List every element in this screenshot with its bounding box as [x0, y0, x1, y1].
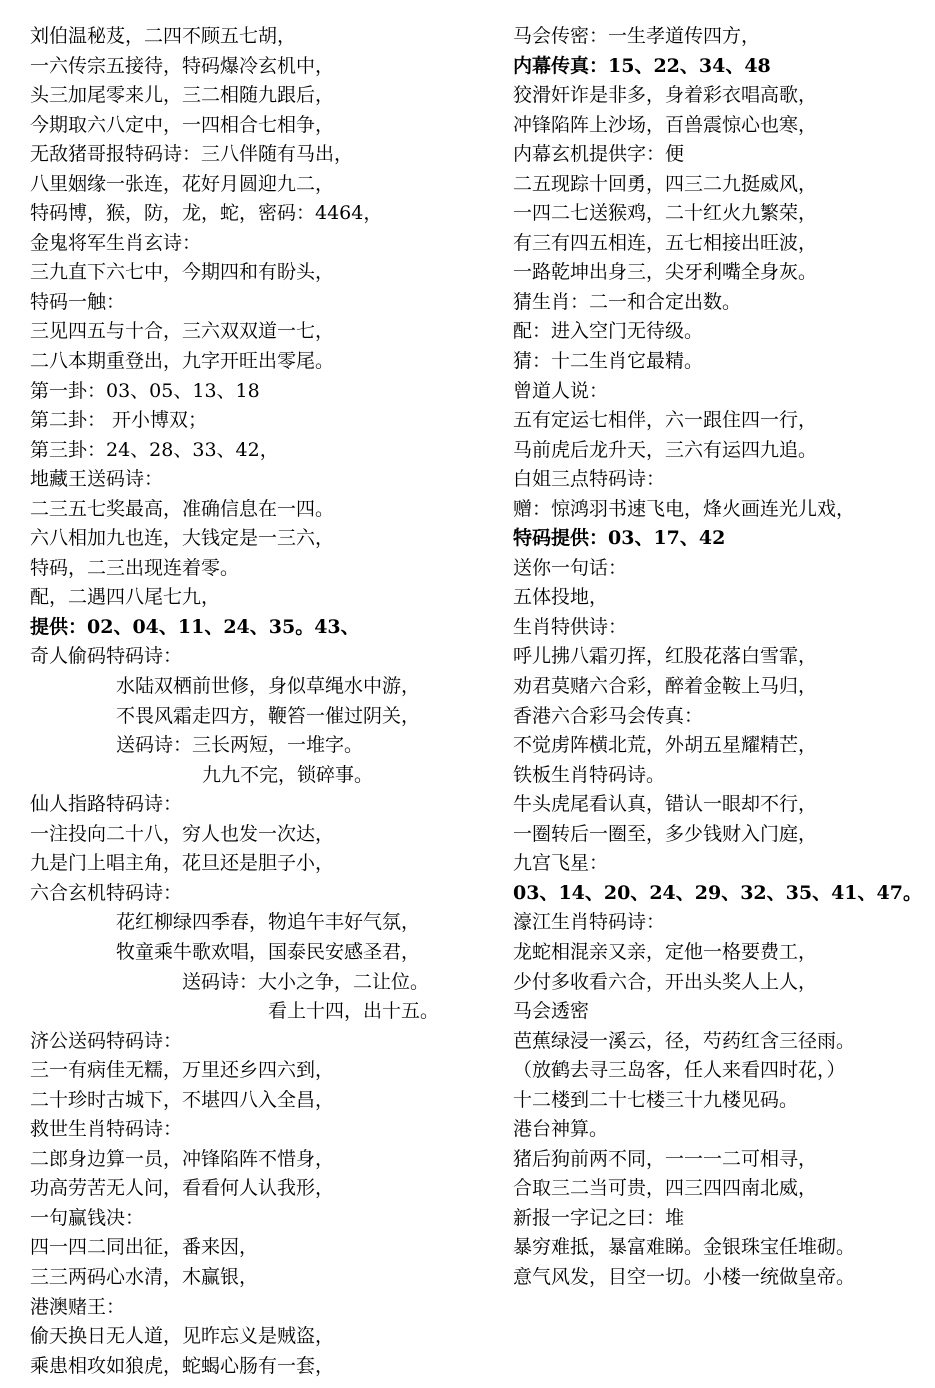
text-line: 偷天换日无人道，见昨忘义是贼盗，: [30, 1325, 335, 1348]
text-line: 暴穷难抵，暴富难睇。金银珠宝任堆砌。: [513, 1236, 856, 1259]
text-line: 第一卦：03、05、13、18: [30, 379, 260, 402]
text-line: 水陆双栖前世修，身似草绳水中游，: [116, 675, 421, 698]
section-heading: 港台神算。: [513, 1118, 609, 1141]
text-line: 马会传密：一生孝道传四方，: [513, 25, 761, 47]
section-heading: 港澳赌王：: [30, 1295, 126, 1318]
text-line: 配，二遇四八尾七九，: [30, 586, 221, 609]
section-heading: 一句赢钱决：: [30, 1206, 145, 1229]
numbers-line: 提供：02、04、11、24、35。43、: [30, 615, 360, 638]
text-line: 二八本期重登出，九字开旺出零尾。: [30, 350, 335, 373]
section-heading: 白姐三点特码诗：: [513, 468, 666, 491]
text-line: 一圈转后一圈至，多少钱财入门庭，: [513, 822, 818, 845]
section-heading: 仙人指路特码诗：: [30, 793, 183, 816]
text-line: 四一四二同出征，番来因，: [30, 1236, 259, 1259]
text-line: 一注投向二十八，穷人也发一次达，: [30, 822, 335, 845]
text-line: 刘伯温秘芨，二四不顾五七胡，: [30, 25, 297, 47]
text-line: 劝君莫赌六合彩，醉着金鞍上马归，: [513, 675, 818, 698]
text-line: 三九直下六七中，今期四和有盼头，: [30, 261, 335, 284]
text-line: 三见四五与十合，三六双双道一七，: [30, 320, 335, 343]
text-line: 三三两码心水清，木赢银，: [30, 1265, 259, 1288]
section-heading: 铁板生肖特码诗。: [513, 763, 666, 786]
text-line: 不畏风霜走四方，鞭笞一催过阴关，: [116, 704, 421, 727]
text-line: 二郎身边算一员，冲锋陷阵不惜身，: [30, 1147, 335, 1170]
text-line: 有三有四五相连，五七相接出旺波，: [513, 231, 818, 254]
section-heading: 九宫飞星：: [513, 852, 609, 875]
right-column: [513, 22, 933, 1293]
text-line: 二三五七奖最高，准确信息在一四。: [30, 497, 335, 520]
text-line: 乘患相攻如狼虎，蛇蝎心肠有一套，: [30, 1354, 335, 1377]
text-line: 六八相加九也连，大钱定是一三六，: [30, 527, 335, 550]
text-line: 特码，二三出现连着零。: [30, 556, 240, 579]
section-heading: 香港六合彩马会传真：: [513, 704, 704, 727]
numbers-line: 特码提供：03、17、42: [513, 527, 726, 550]
text-line: 九九不完，锁碎事。: [202, 763, 374, 786]
text-line: 牧童乘牛歌欢唱，国泰民安感圣君，: [116, 940, 421, 963]
section-heading: 地藏王送码诗：: [30, 468, 164, 491]
text-line: 呼儿拂八霜刃挥，红股花落白雪霏，: [513, 645, 818, 668]
text-line: 新报一字记之曰：堆: [513, 1206, 685, 1229]
text-line: 合取三二当可贵，四三四四南北威，: [513, 1177, 818, 1200]
text-line: 猜生肖：二一和合定出数。: [513, 290, 742, 313]
text-line: 不觉虏阵横北荒，外胡五星耀精芒，: [513, 734, 818, 757]
text-line: 猜：十二生肖它最精。: [513, 350, 704, 373]
section-heading: 救世生肖特码诗：: [30, 1118, 183, 1141]
text-line: 第二卦： 开小博双；: [30, 409, 208, 432]
numbers-line: 内幕传真：15、22、34、48: [513, 54, 771, 77]
section-heading: 马会透密: [513, 1000, 590, 1023]
text-line: 五体投地，: [513, 586, 609, 609]
text-line: 看上十四，出十五。: [268, 1000, 440, 1023]
text-line: 花红柳绿四季春，物追午丰好气氛，: [116, 911, 421, 934]
text-line: 赠：惊鸿羽书速飞电，烽火画连光儿戏，: [513, 497, 856, 520]
section-heading: 奇人偷码特码诗：: [30, 645, 183, 668]
text-line: 猪后狗前两不同，一一一二可相寻，: [513, 1147, 818, 1170]
section-heading: 曾道人说：: [513, 379, 609, 402]
text-line: 二五现踪十回勇，四三二九挺威风，: [513, 172, 818, 195]
text-line: 特码博，猴，防，龙，蛇，密码：4464，: [30, 202, 383, 225]
text-line: 送码诗：大小之争，二让位。: [182, 970, 430, 993]
text-line: 头三加尾零来儿，三二相随九跟后，: [30, 84, 335, 107]
text-line: 一路乾坤出身三，尖牙利嘴全身灰。: [513, 261, 818, 284]
text-line: 龙蛇相混亲又亲，定他一格要费工，: [513, 940, 818, 963]
text-line: 少付多收看六合，开出头奖人上人，: [513, 970, 818, 993]
text-line: 芭蕉绿浸一溪云，径，芍药红含三径雨。: [513, 1029, 856, 1052]
text-line: 一四二七送猴鸡，二十红火九繁荣，: [513, 202, 818, 225]
text-line: （放鹤去寻三岛客，任人来看四时花，）: [513, 1059, 846, 1082]
left-column: [30, 22, 485, 1381]
text-line: 八里姻缘一张连，花好月圆迎九二，: [30, 172, 335, 195]
text-line: 三一有病佳无糯，万里还乡四六到，: [30, 1059, 335, 1082]
text-line: 九是门上唱主角，花旦还是胆子小，: [30, 852, 335, 875]
section-heading: 六合玄机特码诗：: [30, 881, 183, 904]
text-line: 意气风发，目空一切。小楼一统做皇帝。: [513, 1265, 856, 1288]
text-line: 内幕玄机提供字：便: [513, 143, 685, 166]
text-line: 无敌猪哥报特码诗：三八伴随有马出，: [30, 143, 354, 166]
text-line: 马前虎后龙升天，三六有运四九追。: [513, 438, 818, 461]
section-heading: 济公送码特码诗：: [30, 1029, 183, 1052]
text-line: 配：进入空门无待级。: [513, 320, 704, 343]
section-heading: 特码一触：: [30, 290, 126, 313]
text-line: 第三卦：24、28、33、42，: [30, 438, 279, 461]
text-line: 冲锋陷阵上沙场，百兽震惊心也寒，: [513, 113, 818, 136]
text-line: 二十珍时古城下，不堪四八入全昌，: [30, 1088, 335, 1111]
text-line: 功高劳苦无人问，看看何人认我形，: [30, 1177, 335, 1200]
text-line: 一六传宗五接待，特码爆冷玄机中，: [30, 54, 335, 77]
section-heading: 送你一句话：: [513, 556, 628, 579]
text-line: 五有定运七相伴，六一跟住四一行，: [513, 409, 818, 432]
section-heading: 生肖特供诗：: [513, 615, 628, 638]
text-line: 牛头虎尾看认真，错认一眼却不行，: [513, 793, 818, 816]
numbers-line: 03、14、20、24、29、32、35、41、47。: [513, 881, 922, 904]
text-line: 狡滑奸诈是非多，身着彩衣唱高歌，: [513, 84, 818, 107]
text-line: 今期取六八定中，一四相合七相争，: [30, 113, 335, 136]
section-heading: 濠江生肖特码诗：: [513, 911, 666, 934]
text-line: 送码诗：三长两短，一堆字。: [116, 734, 364, 757]
section-heading: 金鬼将军生肖玄诗：: [30, 231, 202, 254]
text-line: 十二楼到二十七楼三十九楼见码。: [513, 1088, 799, 1111]
